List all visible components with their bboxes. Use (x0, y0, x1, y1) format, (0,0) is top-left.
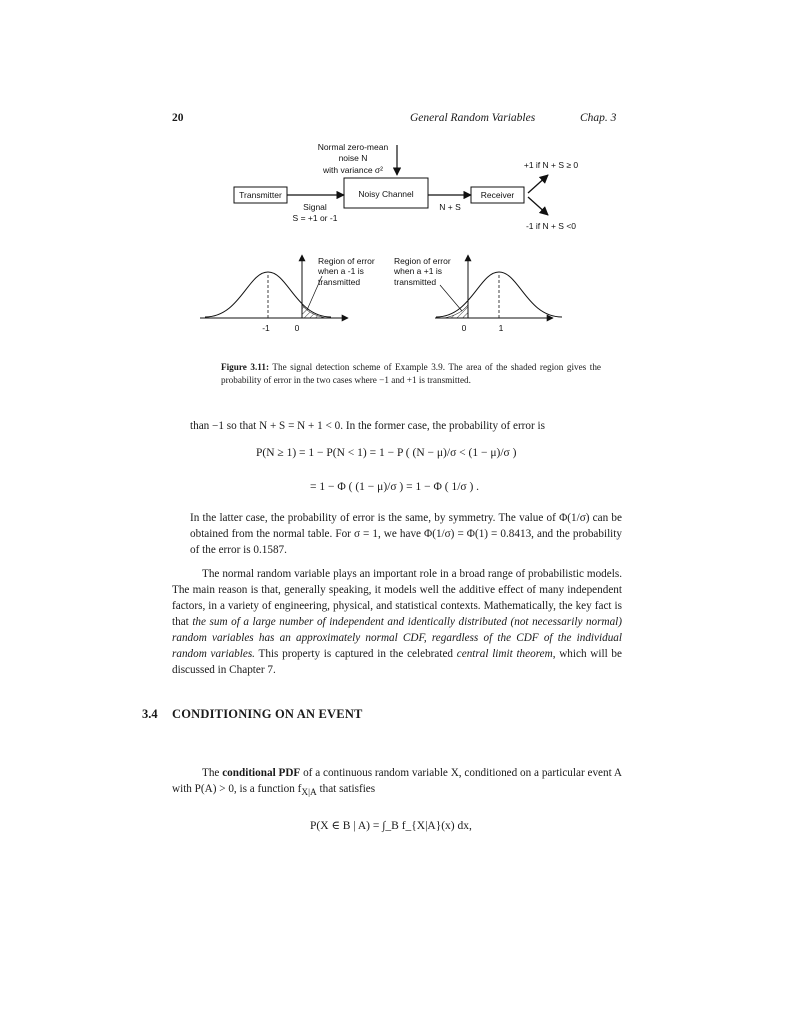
signal-label-1: Signal (303, 202, 327, 212)
tick-0-right: 0 (461, 323, 467, 333)
output-positive: +1 if N + S ≥ 0 (523, 160, 579, 170)
equation-2: P(X ∈ B | A) = ∫_B f_{X|A}(x) dx, (310, 820, 472, 832)
paragraph-3: The normal random variable plays an important role in a broad range of probabilistic models. The main reason is that, generally speaking, it models well the additive effect of many independent factors, in a variety of engineering, physical, and statistical contexts. Mathematically, the key fact is that the sum of a large number of independent and identically distributed (not necessarily normal) random variables has an approximately normal CDF, regardless of the CDF of the individual random variables. This property is captured in the celebrated central limit theorem, which will be discussed in Chapter 7. (172, 568, 623, 676)
equation-1-line-1: P(N ≥ 1) = 1 − P(N < 1) = 1 − P ( (N − μ)/σ < (1 − μ)/σ ) (256, 447, 517, 459)
section-number: 3.4 (142, 707, 158, 721)
figure-caption (221, 361, 601, 387)
paragraph-4: The conditional PDF of a continuous random variable X, conditioned on a particular event A with P(A) > 0, is a function $f_{X|A}$ that satisfies (172, 767, 622, 799)
region-right-2: when a +1 is (394, 266, 442, 276)
signal-detection-figure (170, 135, 620, 335)
emphasis-clt-statement: the sum of a large number of independent and identically distributed (not necessarily normal) random variables has an approximately normal CDF, regardless of the CDF of the individual random variables. (172, 616, 623, 660)
caption-label: Figure 3.11: (221, 362, 270, 372)
term-conditional-pdf: conditional PDF (222, 767, 301, 779)
running-title: General Random Variables (410, 112, 536, 124)
chapter-label: Chap. 3 (580, 112, 617, 124)
noise-label-3: with variance σ² (322, 165, 384, 175)
section-title: CONDITIONING ON AN EVENT (172, 707, 363, 721)
signal-label-2: S = +1 or -1 (292, 213, 338, 223)
tick-minus-1: -1 (262, 323, 270, 333)
emphasis-clt: central limit theorem (456, 648, 553, 660)
region-left-3: transmitted (318, 277, 361, 287)
paragraph-1: than −1 so that N + S = N + 1 < 0. In the former case, the probability of error is (190, 420, 545, 432)
paragraph-2: In the latter case, the probability of error is the same, by symmetry. The value of Φ(1/σ) can be obtained from the normal table. For σ = 1, we have Φ(1/σ) = Φ(1) = 0.8413, and the probability of the error is 0.1587. (190, 512, 622, 556)
region-left-1: Region of error (318, 256, 375, 266)
page-number: 20 (172, 112, 184, 124)
region-left-2: when a -1 is (318, 266, 364, 276)
tick-0-left: 0 (294, 323, 300, 333)
region-right-1: Region of error (394, 256, 451, 266)
output-negative: -1 if N + S <0 (525, 221, 577, 231)
noise-label-2: noise N (338, 153, 368, 163)
transmitter-label: Transmitter (239, 190, 282, 200)
region-right-3: transmitted (394, 277, 437, 287)
noise-label-1: Normal zero-mean (317, 142, 389, 152)
n-plus-s-label: N + S (439, 202, 461, 212)
receiver-label: Receiver (480, 190, 515, 200)
caption-text: The signal detection scheme of Example 3.9. The area of the shaded region gives the probability of error in the two cases where −1 and +1 is transmitted. (221, 362, 601, 385)
noisy-channel-label: Noisy Channel (358, 189, 414, 199)
tick-1: 1 (498, 323, 504, 333)
equation-1-line-2: = 1 − Φ ( (1 − μ)/σ ) = 1 − Φ ( 1/σ ) . (310, 481, 480, 493)
